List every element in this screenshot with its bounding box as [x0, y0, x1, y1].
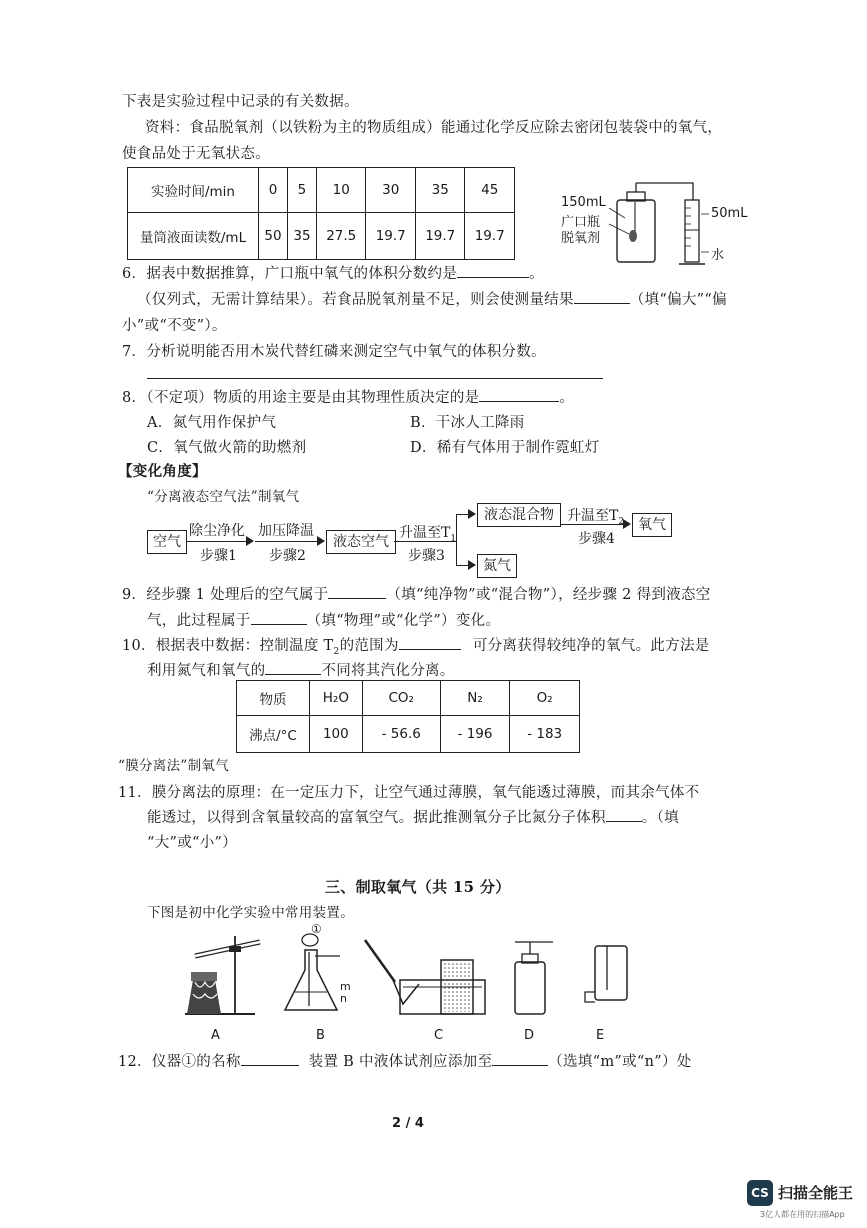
- flow-box-oxygen: 氧气: [632, 513, 672, 537]
- arrow-step-4-head: [623, 519, 631, 529]
- q10-text-1c: 可分离获得较纯净的氧气。此方法是: [472, 638, 710, 654]
- question-11-line-2: [147, 806, 679, 827]
- experiment-data-table: [127, 167, 515, 260]
- cylinder-volume-label: 50mL: [711, 206, 748, 221]
- table1-reading: 19.7: [465, 213, 515, 260]
- question-11-line-3: “大”或“小”）: [147, 835, 238, 851]
- table1-time: 10: [316, 168, 366, 213]
- q9-text-2b: （填“物理”或“化学”）变化。: [306, 613, 501, 629]
- mark-m: m: [340, 980, 351, 993]
- q8-option-a: A．氮气用作保护气: [147, 415, 277, 431]
- instrument-1-mark: ①: [311, 922, 322, 936]
- method-1-caption: “分离液态空气法”制氧气: [147, 489, 300, 505]
- q12-text-c: 装置 B 中液体试剂应添加至: [308, 1054, 493, 1070]
- question-7-text: 7．分析说明能否用木炭代替红磷来测定空气中氧气的体积分数。: [122, 344, 546, 360]
- q10-text-1a: 10．根据表中数据：控制温度 T: [122, 638, 334, 654]
- table2-row-label: 沸点/°C: [237, 716, 310, 753]
- q12-circle: ①: [181, 1054, 197, 1070]
- q9-answer-blank-2[interactable]: [251, 610, 307, 625]
- q8-text: 8．（不定项）物质的用途主要是由其物理性质决定的是: [122, 390, 480, 406]
- material-line-1: 资料：食品脱氧剂（以铁粉为主的物质组成）能通过化学反应除去密闭包装袋中的氧气，: [145, 120, 723, 136]
- arrow-step-4: [560, 524, 623, 525]
- q6-text-2: （仅列式，无需计算结果）。若食品脱氧剂量不足，则会使测量结果: [137, 292, 574, 308]
- flow-branch: [456, 514, 457, 565]
- step-1-bottom: 步骤1: [200, 548, 237, 564]
- step-3-top-text: 升温至T: [399, 525, 451, 541]
- water-label: 水: [711, 248, 725, 263]
- device-label-b: B: [316, 1028, 325, 1043]
- scanner-app-name: 扫描全能王: [778, 1184, 854, 1202]
- step-4-bottom: 步骤4: [578, 531, 615, 547]
- q6-text-1: 6．据表中数据推算，广口瓶中氧气的体积分数约是: [122, 266, 458, 282]
- table2-substance: CO₂: [362, 681, 440, 716]
- scanner-logo-icon: CS: [747, 1180, 773, 1206]
- q11-text-2b: 。（填: [641, 810, 679, 826]
- step-4-sub: 2: [618, 516, 625, 527]
- question-6-line-2: [137, 288, 727, 309]
- device-label-c: C: [434, 1028, 444, 1043]
- q7-answer-line[interactable]: [147, 378, 603, 379]
- question-9-line-1: [122, 583, 711, 604]
- q9-text-1b: （填“纯净物”或“混合物”），经步骤 2 得到液态空: [386, 587, 711, 603]
- q6-end-1: 。: [529, 266, 544, 282]
- step-3-bottom: 步骤3: [408, 548, 445, 564]
- arrow-to-nitrogen: [456, 565, 468, 566]
- table2-header-label: 物质: [237, 681, 310, 716]
- q10-text-1b: 的范围为: [339, 638, 399, 654]
- table2-substance: N₂: [440, 681, 510, 716]
- q10-text-2b: 不同将其汽化分离。: [321, 663, 455, 679]
- device-label-e: E: [596, 1028, 605, 1043]
- arrow-step-2-head: [317, 536, 325, 546]
- arrow-step-1-head: [246, 536, 254, 546]
- apparatus-figure: [555, 178, 755, 270]
- table2-boiling-point: 100: [310, 716, 363, 753]
- bottle-name-label: 广口瓶: [561, 215, 601, 230]
- mark-n: n: [340, 992, 347, 1005]
- table1-time: 35: [415, 168, 465, 213]
- lab-apparatus-drawing: [175, 922, 645, 1022]
- question-11-line-1: 11．膜分离法的原理：在一定压力下，让空气通过薄膜，氧气能透过薄膜，而其余气体不: [118, 785, 700, 801]
- q12-answer-blank-2[interactable]: [492, 1051, 548, 1066]
- q10-answer-blank-2[interactable]: [265, 660, 321, 675]
- step-3-sub: 1: [450, 533, 457, 544]
- arrow-step-2: [255, 541, 317, 542]
- flow-box-mixture: 液态混合物: [477, 503, 561, 527]
- q12-text-b: 的名称: [196, 1054, 241, 1070]
- q10-answer-blank-1[interactable]: [399, 635, 461, 650]
- question-12-line: [118, 1050, 692, 1071]
- step-2-bottom: 步骤2: [269, 548, 306, 564]
- arrow-step-1: [186, 541, 246, 542]
- q10-sub: 2: [333, 646, 340, 657]
- q11-answer-blank[interactable]: [606, 807, 642, 822]
- q6-answer-blank-1[interactable]: [457, 263, 529, 278]
- q9-answer-blank-1[interactable]: [328, 584, 386, 599]
- flow-box-liquid-air: 液态空气: [326, 530, 396, 554]
- section-3-title: 三、制取氧气（共 15 分）: [325, 878, 511, 896]
- step-1-top: 除尘净化: [189, 523, 245, 539]
- q8-option-b: B．干冰人工降雨: [410, 415, 525, 431]
- section-3-intro: 下图是初中化学实验中常用装置。: [147, 905, 354, 921]
- q9-text-1a: 9．经步骤 1 处理后的空气属于: [122, 587, 329, 603]
- lab-apparatus-row: [175, 922, 645, 1022]
- arrow-to-mixture: [456, 514, 468, 515]
- q10-text-2a: 利用氮气和氧气的: [147, 663, 266, 679]
- table1-time: 45: [465, 168, 515, 213]
- table2-boiling-point: - 183: [510, 716, 580, 753]
- q12-answer-blank-1[interactable]: [241, 1051, 299, 1066]
- table1-header-label: 实验时间/min: [128, 168, 259, 213]
- table2-substance: O₂: [510, 681, 580, 716]
- table1-reading: 35: [287, 213, 316, 260]
- table2-boiling-point: - 196: [440, 716, 510, 753]
- bottle-volume-label: 150mL: [561, 195, 606, 210]
- method-2-caption: “膜分离法”制氧气: [118, 758, 230, 774]
- table2-boiling-point: - 56.6: [362, 716, 440, 753]
- q12-text-a: 12．仪器: [118, 1054, 182, 1070]
- arrow-step-3: [394, 541, 456, 542]
- table1-reading: 19.7: [366, 213, 416, 260]
- question-9-line-2: [147, 609, 500, 630]
- q11-text-2a: 能透过，以得到含氧量较高的富氧空气。据此推测氧分子比氮分子体积: [147, 810, 606, 826]
- section-change-heading: 【变化角度】: [118, 463, 207, 480]
- table1-time: 30: [366, 168, 416, 213]
- q8-end: 。: [559, 390, 575, 406]
- scanner-tagline: 3亿人都在用的扫描App: [760, 1210, 845, 1219]
- page-number: 2 / 4: [392, 1116, 424, 1131]
- q8-option-c: C．氧气做火箭的助燃剂: [147, 440, 307, 456]
- question-10-line-1: [122, 634, 710, 657]
- boiling-point-table: [236, 680, 580, 753]
- table2-substance: H₂O: [310, 681, 363, 716]
- flow-box-nitrogen: 氮气: [477, 554, 517, 578]
- device-label-a: A: [211, 1028, 220, 1043]
- q8-option-d: D．稀有气体用于制作霓虹灯: [410, 440, 600, 456]
- intro-text: 下表是实验过程中记录的有关数据。: [122, 94, 359, 110]
- deoxidizer-label: 脱氧剂: [561, 231, 601, 246]
- q8-answer-blank[interactable]: [479, 387, 559, 402]
- material-line-2: 使食品处于无氧状态。: [122, 146, 270, 162]
- q12-text-d: （选填“m”或“n”）处: [548, 1054, 692, 1070]
- step-4-top-text: 升温至T: [567, 508, 619, 524]
- q6-end-2: （填“偏大”“偏: [629, 292, 727, 308]
- question-6-line-3: 小”或“不变”）。: [122, 318, 227, 334]
- arrow-to-mixture-head: [468, 509, 476, 519]
- q9-text-2a: 气，此过程属于: [147, 613, 251, 629]
- table1-reading: 27.5: [316, 213, 366, 260]
- table1-reading: 19.7: [415, 213, 465, 260]
- flow-box-air: 空气: [147, 530, 187, 554]
- question-6-line-1: [122, 262, 544, 283]
- device-label-d: D: [524, 1028, 535, 1043]
- table1-row-label: 量筒液面读数/mL: [128, 213, 259, 260]
- question-8-line: [122, 386, 574, 407]
- table1-time: 0: [259, 168, 288, 213]
- question-10-line-2: [147, 659, 455, 680]
- arrow-to-nitrogen-head: [468, 560, 476, 570]
- step-2-top: 加压降温: [258, 523, 314, 539]
- q6-answer-blank-2[interactable]: [574, 289, 630, 304]
- table1-time: 5: [287, 168, 316, 213]
- table1-reading: 50: [259, 213, 288, 260]
